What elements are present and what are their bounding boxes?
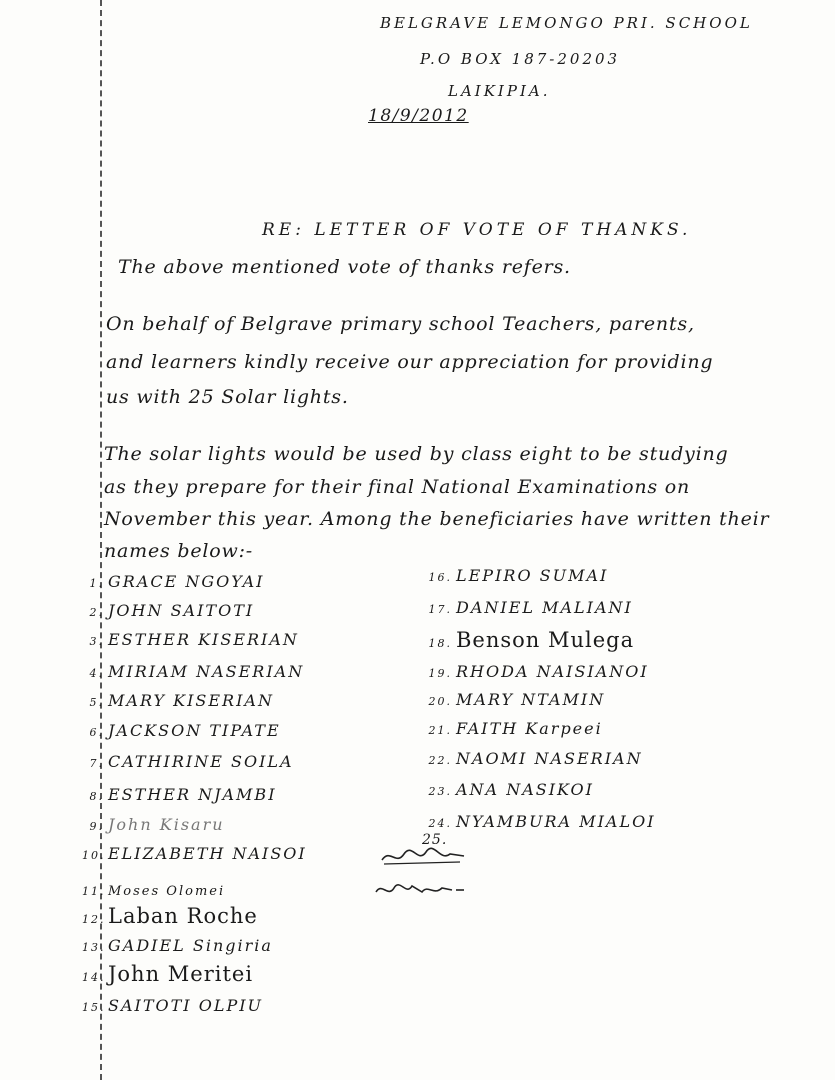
item-number: 11. bbox=[82, 885, 106, 898]
item-name: JOHN SAITOTI bbox=[108, 601, 255, 620]
item-name: John Meritei bbox=[108, 962, 254, 986]
item-number: 9. bbox=[89, 820, 104, 833]
list-item bbox=[420, 628, 634, 652]
list-item bbox=[420, 690, 605, 709]
item-name: MIRIAM NASERIAN bbox=[108, 662, 305, 681]
item-name: Moses Olomei bbox=[108, 884, 226, 899]
item-name: MARY KISERIAN bbox=[108, 691, 274, 710]
item-name: SAITOTI OLPIU bbox=[108, 996, 264, 1015]
item-number: 14. bbox=[82, 971, 106, 984]
list-item bbox=[82, 752, 294, 771]
item-name: ELIZABETH NAISOI bbox=[108, 844, 307, 863]
item-number: 23. bbox=[428, 785, 452, 798]
letter-title: RE: LETTER OF VOTE OF THANKS. bbox=[262, 220, 692, 240]
paragraph1-line: and learners kindly receive our appreciation for providing bbox=[106, 351, 714, 373]
letter-date: 18/9/2012 bbox=[368, 106, 469, 126]
item-name: ESTHER KISERIAN bbox=[108, 630, 299, 649]
list-item bbox=[82, 844, 307, 863]
address-line-1: BELGRAVE LEMONGO PRI. SCHOOL bbox=[380, 14, 753, 32]
item-number: 22. bbox=[428, 754, 452, 767]
list-item bbox=[82, 601, 254, 620]
list-item bbox=[82, 662, 304, 681]
address-line-2: P.O BOX 187-20203 bbox=[420, 50, 621, 68]
item-number: 8. bbox=[89, 790, 104, 803]
list-item bbox=[420, 719, 603, 738]
item-number: 5. bbox=[89, 696, 104, 709]
address-line-3: LAIKIPIA. bbox=[448, 82, 551, 100]
item-number: 17. bbox=[428, 603, 452, 616]
item-number: 4. bbox=[89, 667, 104, 680]
list-item bbox=[82, 962, 253, 986]
list-item bbox=[82, 572, 264, 591]
list-item bbox=[420, 598, 633, 617]
item-name: Laban Roche bbox=[108, 904, 258, 928]
list-item bbox=[82, 630, 299, 649]
list-item bbox=[82, 996, 263, 1015]
item-number: 24. bbox=[428, 817, 452, 830]
list-item bbox=[420, 749, 643, 768]
paragraph2-line: as they prepare for their final National Examinations on bbox=[104, 476, 691, 498]
list-item bbox=[82, 880, 225, 899]
list-item bbox=[420, 662, 649, 681]
list-item bbox=[82, 904, 258, 928]
item-number: 13. bbox=[82, 941, 106, 954]
list-item bbox=[82, 815, 225, 834]
item-name: JACKSON TIPATE bbox=[108, 721, 281, 740]
item-name: ESTHER NJAMBI bbox=[108, 785, 277, 804]
item-number: 6. bbox=[89, 726, 104, 739]
item-name: Benson Mulega bbox=[456, 628, 635, 652]
item-number: 16. bbox=[428, 571, 452, 584]
list-item bbox=[82, 936, 273, 955]
item-name: CATHIRINE SOILA bbox=[108, 752, 294, 771]
item-name: DANIEL MALIANI bbox=[456, 598, 633, 617]
signature-number: 25. bbox=[422, 832, 448, 848]
item-number: 21. bbox=[428, 724, 452, 737]
paragraph2-line: The solar lights would be used by class eight to be studying bbox=[104, 443, 729, 465]
list-item bbox=[82, 785, 277, 804]
item-number: 19. bbox=[428, 667, 452, 680]
item-name: John Kisaru bbox=[108, 815, 225, 834]
list-item bbox=[82, 721, 281, 740]
signature-mark bbox=[372, 878, 472, 904]
item-name: NAOMI NASERIAN bbox=[456, 749, 643, 768]
intro-line: The above mentioned vote of thanks refers. bbox=[118, 256, 571, 278]
list-item bbox=[420, 812, 656, 831]
item-name: ANA NASIKOI bbox=[456, 780, 594, 799]
paragraph2-line: names below:- bbox=[104, 540, 254, 562]
paragraph1-line: us with 25 Solar lights. bbox=[106, 386, 349, 408]
signature-mark bbox=[378, 842, 468, 872]
item-name: NYAMBURA MIALOI bbox=[456, 812, 656, 831]
item-number: 2. bbox=[89, 606, 104, 619]
item-number: 12. bbox=[82, 913, 106, 926]
item-number: 15. bbox=[82, 1001, 106, 1014]
item-name: MARY NTAMIN bbox=[456, 690, 606, 709]
item-number: 7. bbox=[89, 757, 104, 770]
list-item bbox=[420, 566, 608, 585]
item-number: 18. bbox=[428, 637, 452, 650]
list-item bbox=[82, 691, 274, 710]
item-number: 20. bbox=[428, 695, 452, 708]
item-name: GRACE NGOYAI bbox=[108, 572, 265, 591]
paragraph1-line: On behalf of Belgrave primary school Teachers, parents, bbox=[106, 313, 695, 335]
item-number: 1. bbox=[89, 577, 104, 590]
item-name: FAITH Karpeei bbox=[456, 719, 603, 738]
item-name: RHODA NAISIANOI bbox=[456, 662, 649, 681]
paragraph2-line: November this year. Among the beneficiaries have written their bbox=[104, 508, 770, 530]
item-number: 3. bbox=[89, 635, 104, 648]
item-name: LEPIRO SUMAI bbox=[456, 566, 609, 585]
item-name: GADIEL Singiria bbox=[108, 936, 273, 955]
list-item bbox=[420, 780, 594, 799]
item-number: 10. bbox=[82, 849, 106, 862]
